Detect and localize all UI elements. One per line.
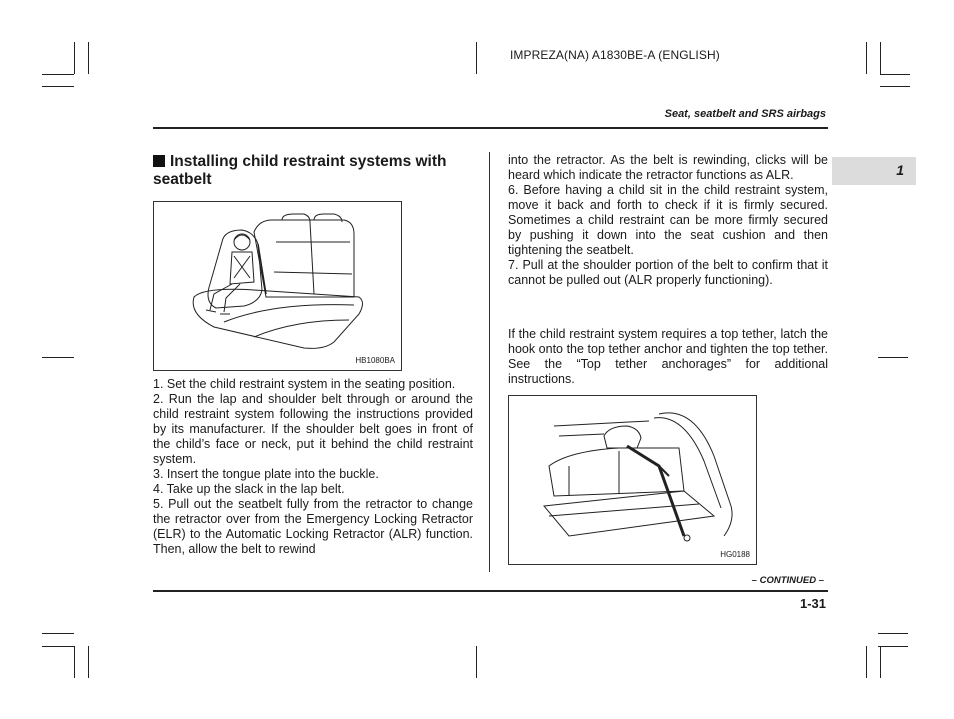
crop-mark	[880, 646, 881, 678]
document-id: IMPREZA(NA) A1830BE-A (ENGLISH)	[510, 48, 720, 62]
instruction-steps-6-7: into the retractor. As the belt is rewinding, clicks will be heard which indicate the retractor functions as ALR. 6. Before having a child sit in the child restraint system, move it back and forth to check if it is firmly secured. Sometimes a child restraint can be more firmly secured by pushing it down into the seat cushion and then tightening the seatbelt. 7. Pull at the shoulder portion of the belt to confirm that it cannot be pulled out (ALR properly functioning).	[508, 153, 828, 287]
crop-mark	[42, 357, 74, 358]
crop-mark	[476, 646, 477, 678]
figure-code: HB1080BA	[355, 356, 395, 365]
crop-mark	[42, 646, 74, 647]
crop-mark	[42, 74, 74, 75]
crop-mark	[42, 86, 74, 87]
section-title: Seat, seatbelt and SRS airbags	[664, 108, 826, 120]
instructions-left	[153, 377, 473, 557]
header-rule	[153, 127, 828, 129]
figure-top-tether	[508, 395, 757, 565]
top-tether-note	[508, 327, 828, 387]
top-tether-text: If the child restraint system requires a top tether, latch the hook onto the top tether anchor and tighten the top tether. See the “Top tether anchorages” for additional instructions.	[508, 327, 828, 386]
crop-mark	[866, 646, 867, 678]
crop-mark	[880, 42, 881, 74]
heading-text: Installing child restraint systems with seatbelt	[153, 153, 447, 188]
crop-mark	[88, 42, 89, 74]
child-seat-illustration	[154, 202, 401, 370]
crop-mark	[880, 74, 910, 75]
page-heading	[153, 153, 483, 189]
crop-mark	[88, 646, 89, 678]
heading-bullet-icon	[153, 155, 165, 167]
crop-mark	[878, 633, 908, 634]
crop-mark	[42, 633, 74, 634]
crop-mark	[880, 86, 910, 87]
crop-mark	[476, 42, 477, 74]
crop-mark	[878, 357, 908, 358]
crop-mark	[866, 42, 867, 74]
footer-rule	[153, 590, 828, 592]
page-number: 1-31	[799, 596, 826, 611]
crop-mark	[74, 646, 75, 678]
column-divider	[489, 152, 490, 572]
crop-mark	[74, 42, 75, 74]
instructions-right	[508, 153, 828, 288]
figure-code: HG0188	[720, 550, 750, 559]
crop-mark	[878, 646, 908, 647]
chapter-tab	[832, 157, 916, 185]
instruction-steps-1-5: 1. Set the child restraint system in the seating position. 2. Run the lap and shoulder belt through or around the child restraint system following the instructions provided by its manufacturer. If the shoulder belt goes in front of the child’s face or neck, put it behind the child restraint system. 3. Insert the tongue plate into the buckle. 4. Take up the slack in the lap belt. 5. Pull out the seatbelt fully from the retractor to change the retractor over from the Emergency Locking Retractor (ELR) to the Automatic Locking Retractor (ALR) function. Then, allow the belt to rewind	[153, 377, 473, 556]
chapter-number: 1	[896, 162, 904, 178]
top-tether-illustration	[509, 396, 756, 564]
figure-child-seat	[153, 201, 402, 371]
continued-label: – CONTINUED –	[751, 575, 824, 586]
